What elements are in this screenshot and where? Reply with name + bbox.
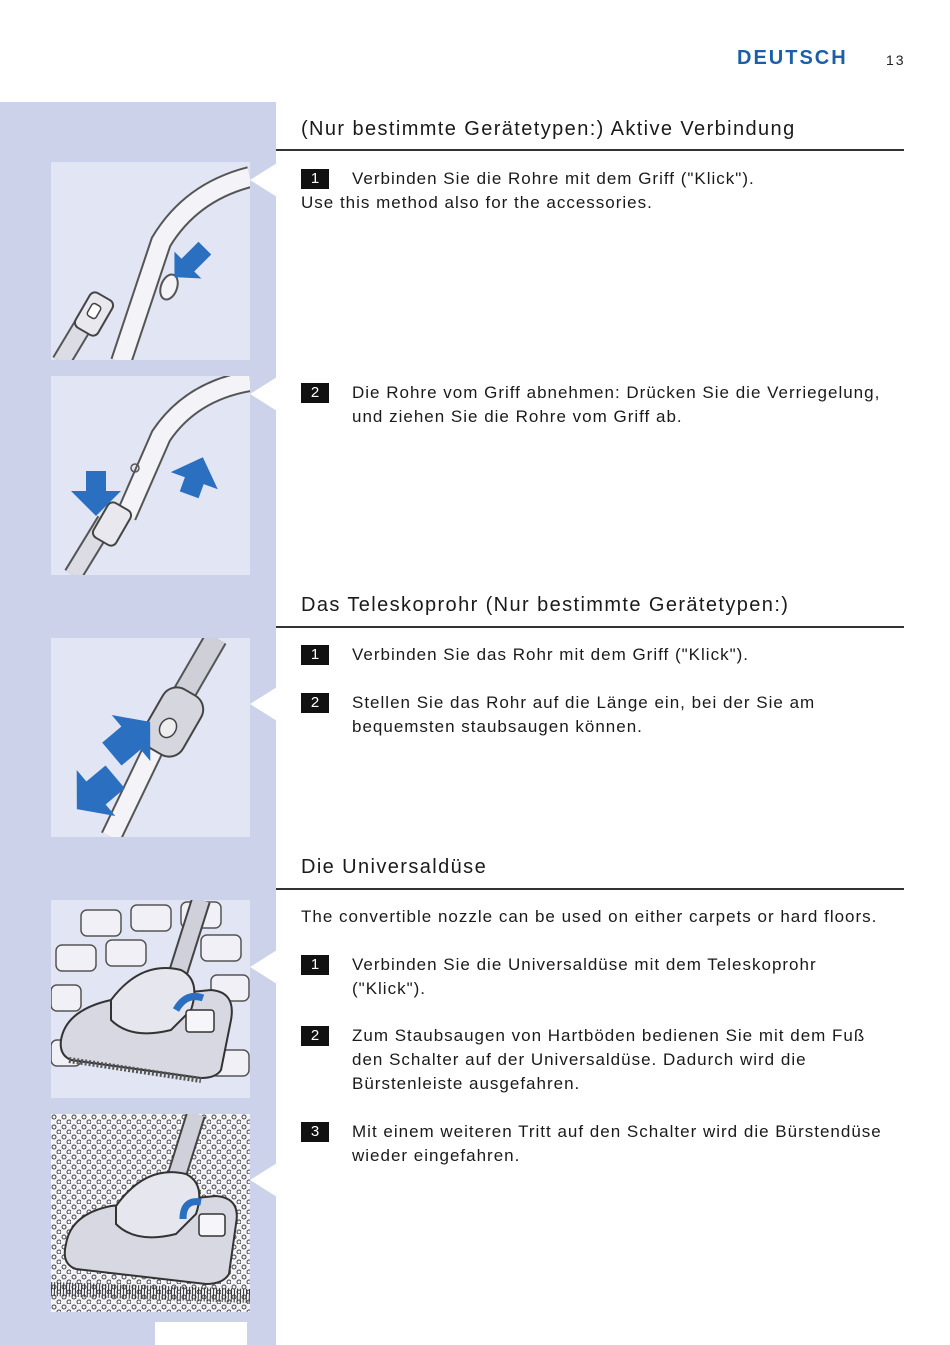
- nozzle-carpet-illustration: [51, 1114, 250, 1312]
- panel-pointer: [250, 377, 277, 411]
- step: [301, 167, 901, 191]
- step-text: Stellen Sie das Rohr auf die Länge ein, bei der Sie am bequemsten staubsaugen können.: [352, 693, 816, 736]
- note-text: Use this method also for the accessories.: [301, 193, 653, 212]
- step-number: 1: [301, 955, 329, 975]
- tube-release-illustration: [51, 376, 250, 575]
- step-text: Mit einem weiteren Tritt auf den Schalter wird die Bürstendüse wieder eingefahren.: [352, 1122, 882, 1165]
- section-rule: [276, 149, 904, 151]
- intro-text: The convertible nozzle can be used on either carpets or hard floors.: [301, 907, 878, 926]
- step: [301, 1024, 901, 1096]
- step-text: Verbinden Sie die Universaldüse mit dem Teleskoprohr ("Klick").: [352, 955, 817, 998]
- step-number: 1: [301, 169, 329, 189]
- step: [301, 643, 901, 667]
- panel-pointer: [250, 1163, 277, 1197]
- section-rule: [276, 626, 904, 628]
- step-text: Verbinden Sie das Rohr mit dem Griff ("Klick").: [352, 645, 749, 664]
- bottom-strip: [155, 1322, 247, 1345]
- section-title-telescopic-tube: Das Teleskoprohr (Nur bestimmte Gerätetypen:): [301, 594, 790, 616]
- step: [301, 381, 901, 429]
- language-label: DEUTSCH: [737, 47, 848, 69]
- step-number: 3: [301, 1122, 329, 1142]
- step-number: 2: [301, 1026, 329, 1046]
- tube-connect-illustration: [51, 162, 250, 360]
- step: [301, 953, 901, 1001]
- section-title-universal-nozzle: Die Universaldüse: [301, 856, 488, 878]
- section-rule: [276, 888, 904, 890]
- nozzle-hard-floor-illustration: [51, 900, 250, 1098]
- step: [301, 1120, 901, 1168]
- panel-pointer: [250, 163, 277, 197]
- step-number: 2: [301, 383, 329, 403]
- page-number: 13: [886, 52, 906, 68]
- section-title-active-connection: (Nur bestimmte Gerätetypen:) Aktive Verbindung: [301, 118, 796, 140]
- panel-pointer: [250, 687, 277, 721]
- step: [301, 691, 901, 739]
- telescopic-tube-illustration: [51, 638, 250, 837]
- step-text: Die Rohre vom Griff abnehmen: Drücken Sie die Verriegelung, und ziehen Sie die Rohre vom Griff ab.: [352, 383, 881, 426]
- step-text: Verbinden Sie die Rohre mit dem Griff ("Klick").: [352, 169, 755, 188]
- panel-pointer: [250, 950, 277, 984]
- step-text: Zum Staubsaugen von Hartböden bedienen Sie mit dem Fuß den Schalter auf der Universaldüse. Dadurch wird die Bürstenleiste ausgefahren.: [352, 1026, 866, 1093]
- step-number: 2: [301, 693, 329, 713]
- step-number: 1: [301, 645, 329, 665]
